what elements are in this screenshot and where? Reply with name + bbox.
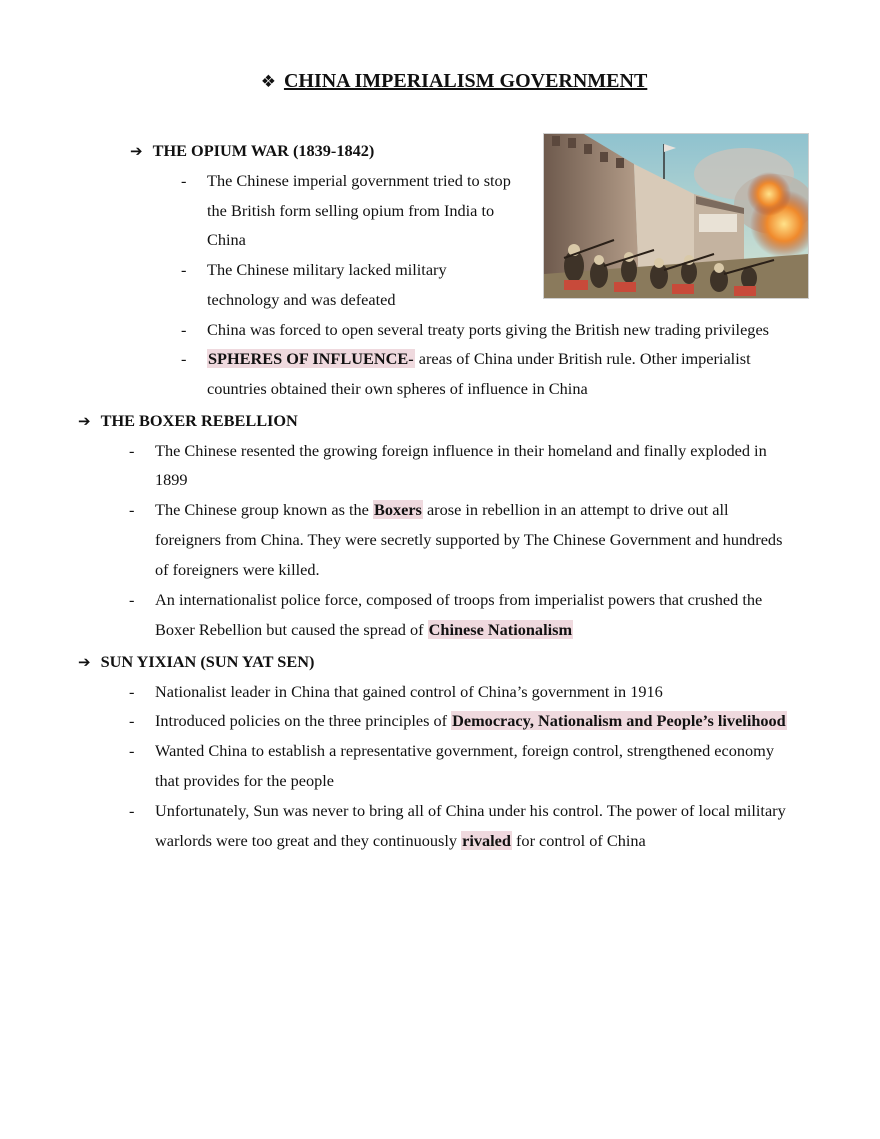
arrow-bullet-icon: ➔ (78, 412, 91, 430)
bullet-line: An internationalist police force, composed of troops from imperialist powers that crushed the (155, 590, 763, 609)
bullet-line: that provides for the people (155, 771, 335, 790)
diamond-bullet-icon: ❖ (260, 72, 276, 92)
bullet-line: foreigners from China. They were secretly supported by The Chinese Government and hundreds (155, 530, 783, 549)
bullet-line: warlords were too great and they continuously rivaled for control of China (155, 831, 646, 850)
dash-bullet: - (129, 441, 135, 460)
bullet-line: The Chinese military lacked military (207, 260, 447, 279)
bullet-line: Nationalist leader in China that gained control of China’s government in 1916 (155, 682, 663, 701)
bullet-line: of foreigners were killed. (155, 560, 320, 579)
bullet-line: technology and was defeated (207, 290, 396, 309)
page-title (0, 70, 880, 93)
dash-bullet: - (181, 349, 187, 368)
title-text: CHINA IMPERIALISM GOVERNMENT (283, 70, 648, 92)
dash-bullet: - (129, 801, 135, 820)
battle-scene-image (544, 134, 808, 298)
dash-bullet: - (129, 711, 135, 730)
section-heading-boxer-rebellion: ➔ THE BOXER REBELLION (78, 411, 298, 430)
dash-bullet: - (129, 741, 135, 760)
bullet-line: Boxer Rebellion but caused the spread of Chinese Nationalism (155, 620, 573, 639)
arrow-bullet-icon: ➔ (78, 653, 91, 671)
bullet-line: China (207, 230, 246, 249)
bullet-line: Unfortunately, Sun was never to bring all of China under his control. The power of local military (155, 801, 786, 820)
section-heading-opium-war: ➔ THE OPIUM WAR (1839-1842) (130, 141, 375, 160)
dash-bullet: - (181, 260, 187, 279)
section-heading-sun-yixian: ➔ SUN YIXIAN (SUN YAT SEN) (78, 652, 315, 671)
bullet-line: 1899 (155, 470, 188, 489)
highlighted-term: Boxers (373, 500, 422, 519)
bullet-line: The Chinese imperial government tried to stop (207, 171, 511, 190)
dash-bullet: - (129, 590, 135, 609)
dash-bullet: - (181, 320, 187, 339)
bullet-line: the British form selling opium from India to (207, 201, 495, 220)
dash-bullet: - (129, 500, 135, 519)
bullet-line: Introduced policies on the three principles of Democracy, Nationalism and People’s livelihood (155, 711, 786, 730)
highlighted-term: Chinese Nationalism (428, 620, 573, 639)
highlighted-term: Democracy, Nationalism and People’s livelihood (452, 711, 786, 730)
opium-war-illustration (543, 133, 809, 299)
dash-bullet: - (181, 171, 187, 190)
bullet-line: The Chinese resented the growing foreign influence in their homeland and finally exploded in (155, 441, 767, 460)
highlighted-term: rivaled (462, 831, 511, 850)
highlighted-term: SPHERES OF INFLUENCE- (208, 349, 414, 368)
bullet-line: countries obtained their own spheres of influence in China (207, 379, 588, 398)
bullet-line: China was forced to open several treaty ports giving the British new trading privileges (207, 320, 770, 339)
bullet-line: SPHERES OF INFLUENCE- areas of China under British rule. Other imperialist (208, 349, 751, 368)
bullet-line: Wanted China to establish a representative government, foreign control, strengthened economy (155, 741, 774, 760)
bullet-line: The Chinese group known as the Boxers arose in rebellion in an attempt to drive out all (155, 500, 729, 519)
arrow-bullet-icon: ➔ (130, 142, 143, 160)
dash-bullet: - (129, 682, 135, 701)
